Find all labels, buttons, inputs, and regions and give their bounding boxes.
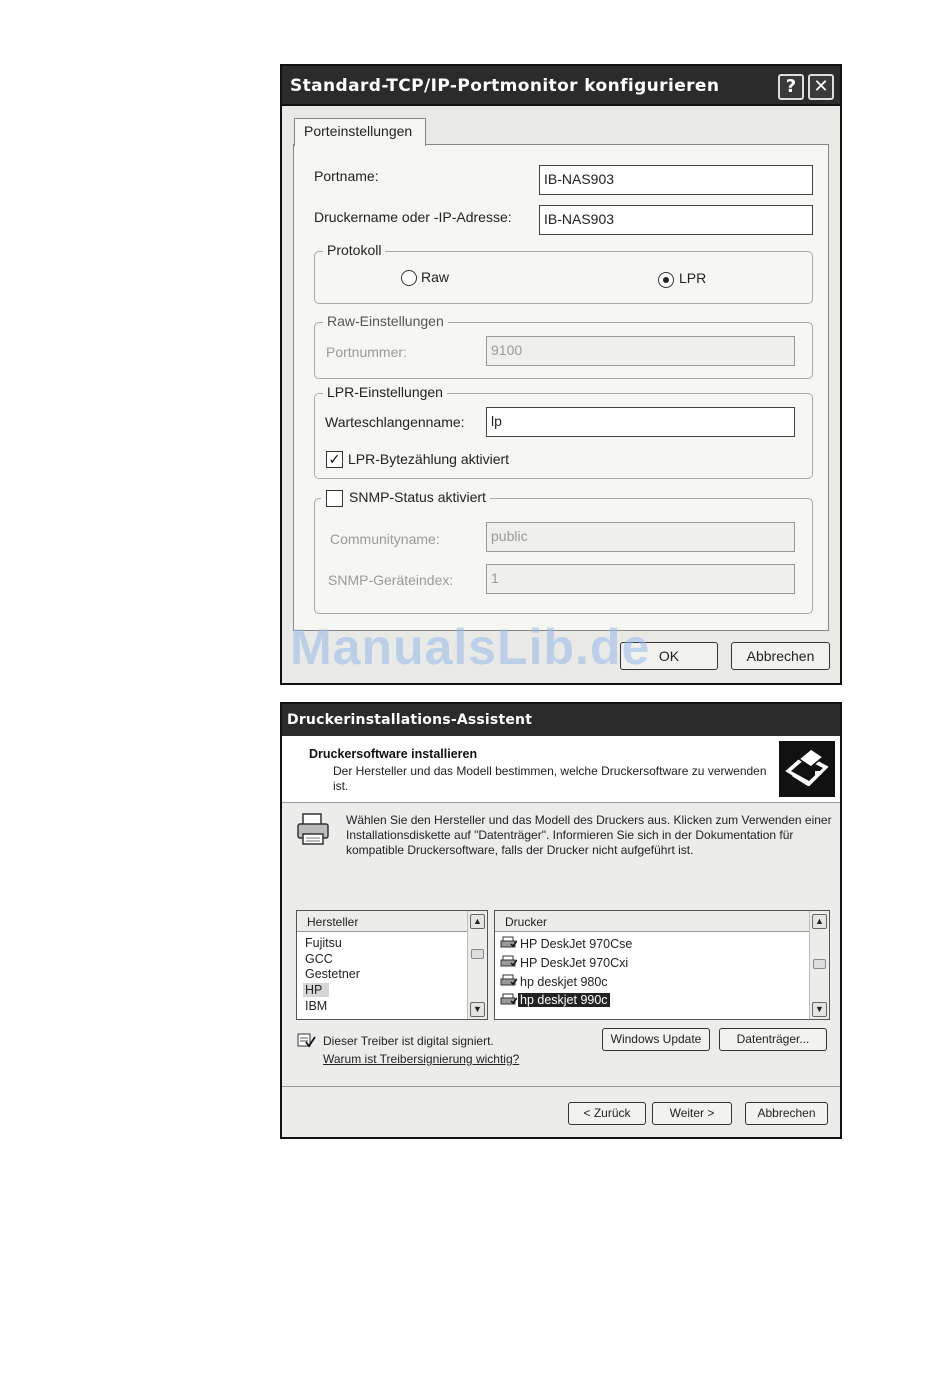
lpr-settings-legend: LPR-Einstellungen xyxy=(323,384,447,400)
instructions-text: Wählen Sie den Hersteller und das Modell des Druckers aus. Klicken zum Verwenden einer Installationsdiskette auf "Datenträger". Informieren Sie sich in der Dokumentation für kompatible Druckersoftware, falls der Drucker nicht aufgeführt ist. xyxy=(346,813,832,857)
next-button[interactable]: Weiter > xyxy=(652,1102,732,1125)
printer-item-icon xyxy=(500,974,517,988)
manufacturer-list[interactable] xyxy=(296,910,488,1020)
raw-settings-legend: Raw-Einstellungen xyxy=(323,313,448,329)
scroll-up-icon[interactable]: ▲ xyxy=(812,914,827,929)
queue-name-label: Warteschlangenname: xyxy=(325,414,465,430)
queue-name-input[interactable]: lp xyxy=(486,407,795,437)
signing-info-link[interactable]: Warum ist Treibersignierung wichtig? xyxy=(323,1052,520,1066)
tab-panel xyxy=(293,144,829,631)
printer-wizard-icon xyxy=(779,741,835,797)
dialog-title: Standard-TCP/IP-Portmonitor konfigurieren xyxy=(290,76,720,96)
scroll-down-icon[interactable]: ▼ xyxy=(812,1002,827,1017)
footer-divider xyxy=(282,1086,840,1087)
watermark: ManualsLib.de xyxy=(290,619,651,675)
header-title: Druckersoftware installieren xyxy=(309,747,478,761)
lpr-radio[interactable] xyxy=(658,272,674,288)
community-name-label: Communityname: xyxy=(330,531,440,547)
scroll-thumb[interactable] xyxy=(471,949,484,959)
back-button[interactable]: < Zurück xyxy=(568,1102,646,1125)
printer-address-input[interactable]: IB-NAS903 xyxy=(539,205,813,235)
list-item[interactable]: Gestetner xyxy=(305,967,360,981)
port-number-label: Portnummer: xyxy=(326,344,407,360)
list-item[interactable]: Fujitsu xyxy=(305,936,342,950)
snmp-group xyxy=(314,489,813,614)
printer-item-icon xyxy=(500,955,517,969)
raw-radio[interactable] xyxy=(401,270,417,286)
protocol-group xyxy=(314,242,813,304)
snmp-checkbox[interactable] xyxy=(326,490,343,507)
byte-count-checkbox[interactable]: ✓ xyxy=(326,451,343,468)
scroll-thumb[interactable] xyxy=(813,959,826,969)
windows-update-button[interactable]: Windows Update xyxy=(602,1028,710,1051)
snmp-legend: SNMP-Status aktiviert xyxy=(321,489,490,505)
manufacturer-scrollbar[interactable] xyxy=(467,911,487,1019)
printer-header[interactable]: Drucker xyxy=(495,911,810,932)
community-name-input[interactable]: public xyxy=(486,522,795,552)
disk-button[interactable]: Datenträger... xyxy=(719,1028,827,1051)
ok-button[interactable]: OK xyxy=(620,642,718,670)
scroll-down-icon[interactable]: ▼ xyxy=(470,1002,485,1017)
title-bar xyxy=(282,704,840,736)
printer-item-icon xyxy=(500,993,517,1007)
printer-address-label: Druckername oder -IP-Adresse: xyxy=(314,209,512,225)
byte-count-label: LPR-Bytezählung aktiviert xyxy=(348,451,510,467)
port-name-label: Portname: xyxy=(314,168,379,184)
printer-scrollbar[interactable] xyxy=(809,911,829,1019)
device-index-input[interactable]: 1 xyxy=(486,564,795,594)
list-item[interactable]: HP DeskJet 970Cse xyxy=(520,937,633,951)
header-subtitle: Der Hersteller und das Modell bestimmen, welche Druckersoftware zu verwenden ist. xyxy=(333,764,767,793)
printer-item-icon xyxy=(500,936,517,950)
list-item[interactable]: GCC xyxy=(305,952,333,966)
printer-icon xyxy=(295,812,331,848)
list-item-selected[interactable]: hp deskjet 990c xyxy=(520,993,608,1007)
tcpip-port-monitor-dialog xyxy=(280,64,842,685)
signed-driver-text: Dieser Treiber ist digital signiert. xyxy=(323,1034,494,1048)
lpr-radio-label: LPR xyxy=(679,270,707,286)
tab-porteinstellungen[interactable]: Porteinstellungen xyxy=(294,118,426,146)
printer-install-wizard xyxy=(280,702,842,1139)
printer-list[interactable] xyxy=(494,910,830,1020)
radio-selected-dot xyxy=(663,277,669,283)
device-index-label: SNMP-Geräteindex: xyxy=(328,572,454,588)
port-name-input[interactable]: IB-NAS903 xyxy=(539,165,813,195)
list-item-selected[interactable]: HP xyxy=(303,983,329,997)
signed-driver-icon xyxy=(296,1032,316,1050)
port-number-input[interactable]: 9100 xyxy=(486,336,795,366)
lpr-settings-group xyxy=(314,384,813,479)
list-item[interactable]: hp deskjet 980c xyxy=(520,975,608,989)
help-icon[interactable]: ? xyxy=(778,74,804,100)
wizard-title: Druckerinstallations-Assistent xyxy=(287,712,533,728)
close-icon[interactable]: ✕ xyxy=(808,74,834,100)
raw-radio-label: Raw xyxy=(421,269,450,285)
cancel-button[interactable]: Abbrechen xyxy=(745,1102,828,1125)
raw-settings-group xyxy=(314,313,813,379)
scroll-up-icon[interactable]: ▲ xyxy=(470,914,485,929)
manufacturer-header[interactable]: Hersteller xyxy=(297,911,468,932)
wizard-header xyxy=(282,736,840,803)
title-bar xyxy=(282,66,840,106)
list-item[interactable]: HP DeskJet 970Cxi xyxy=(520,956,629,970)
cancel-button[interactable]: Abbrechen xyxy=(731,642,830,670)
list-item[interactable]: IBM xyxy=(305,999,328,1013)
protocol-legend: Protokoll xyxy=(323,242,385,258)
